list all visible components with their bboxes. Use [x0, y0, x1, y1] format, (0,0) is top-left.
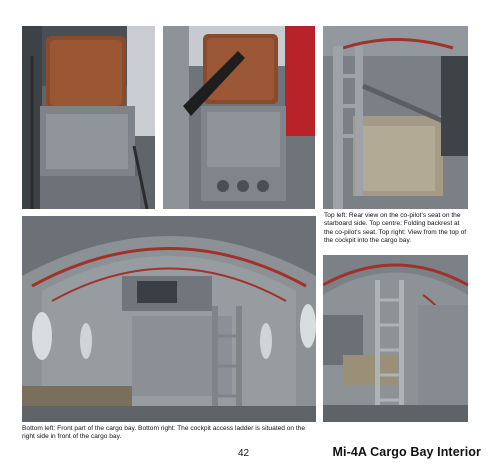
photo-cargo-bay-front [22, 216, 316, 422]
photo-copilot-seat-rear [22, 26, 155, 209]
photo-cockpit-to-cargo-view [323, 26, 468, 209]
photo-folding-backrest [163, 26, 315, 209]
caption-bottom: Bottom left: Front part of the cargo bay. Bottom right: The cockpit access ladder is situated on the right side in front of the cargo bay. [22, 425, 306, 441]
photo-cockpit-access-ladder [323, 255, 468, 422]
page-title: Mi-4A Cargo Bay Interior [332, 445, 481, 459]
caption-top: Top left: Rear view on the co-pilot's seat on the starboard side. Top centre: Folding backrest at the co-pilot's seat. Top right: View from the top of the cockpit into the cargo bay. [324, 212, 467, 245]
page-number: 42 [238, 448, 250, 459]
